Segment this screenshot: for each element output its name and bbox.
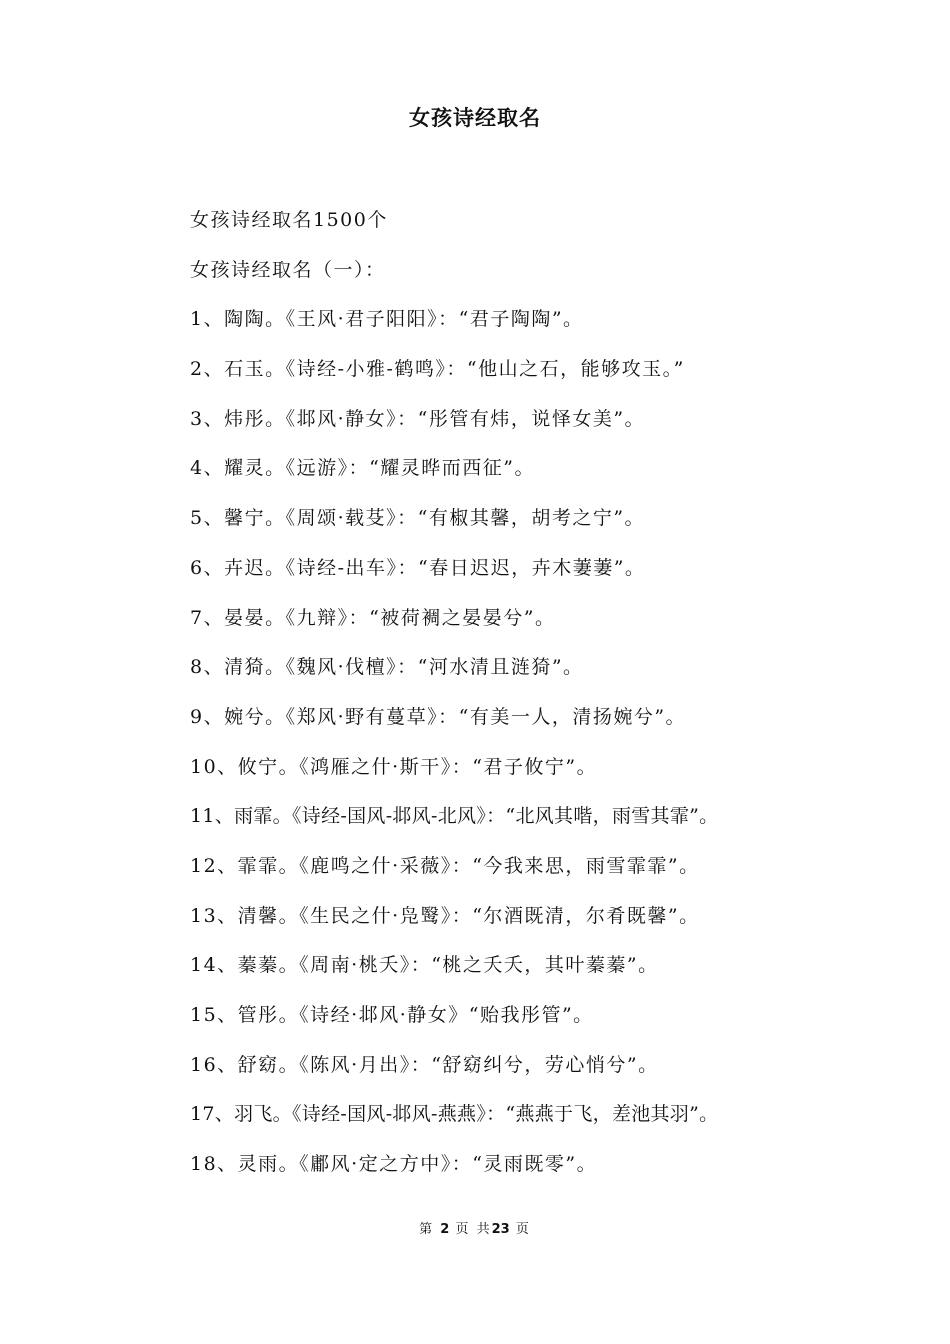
footer-suffix: 页 (515, 1222, 531, 1237)
list-item: 8、清猗。《魏风·伐檀》：“河水清且涟猗”。 (190, 656, 584, 679)
document-title: 女孩诗经取名 (409, 106, 541, 130)
list-item: 4、耀灵。《远游》：“耀灵晔而西征”。 (190, 457, 536, 480)
list-item: 14、蓁蓁。《周南·桃夭》：“桃之夭夭，其叶蓁蓁”。 (190, 954, 659, 977)
list-item: 15、管彤。《诗经·邶风·静女》“贻我彤管”。 (190, 1004, 594, 1026)
footer-prefix: 第 (419, 1222, 435, 1237)
list-item: 17、羽飞。《诗经-国风-邶风-燕燕》：“燕燕于飞，差池其羽”。 (190, 1103, 719, 1126)
list-item: 7、晏晏。《九辩》：“被荷裯之晏晏兮”。 (190, 606, 556, 629)
list-item: 3、炜彤。《邶风·静女》：“彤管有炜，说怿女美”。 (190, 407, 646, 430)
document-body (190, 205, 890, 1199)
intro-line: 女孩诗经取名1500个 (190, 209, 388, 231)
list-item: 6、卉迟。《诗经-出车》：“春日迟迟，卉木萋萋”。 (190, 556, 646, 579)
page-footer (0, 1218, 950, 1237)
section-heading: 女孩诗经取名（一）： (190, 258, 386, 281)
page-total: 23 (491, 1222, 510, 1237)
footer-middle: 页 共 (455, 1222, 492, 1237)
list-item: 13、清馨。《生民之什·凫鹥》：“尔酒既清，尔肴既馨”。 (190, 904, 700, 927)
list-item: 16、舒窈。《陈风·月出》：“舒窈纠兮，劳心悄兮”。 (190, 1053, 659, 1076)
list-item: 12、霏霏。《鹿鸣之什·采薇》：“今我来思，雨雪霏霏”。 (190, 854, 700, 877)
list-item: 2、石玉。《诗经-小雅-鹤鸣》：“他山之石，能够攻玉。” (190, 358, 685, 381)
list-item: 11、雨霏。《诗经-国风-邶风-北风》：“北风其喈，雨雪其霏”。 (190, 805, 719, 828)
list-item: 5、馨宁。《周颂·载芟》：“有椒其馨，胡考之宁”。 (190, 507, 646, 530)
list-item: 10、攸宁。《鸿雁之什·斯干》：“君子攸宁”。 (190, 755, 598, 778)
list-item: 9、婉兮。《郑风·野有蔓草》：“有美一人，清扬婉兮”。 (190, 705, 687, 728)
list-item: 1、陶陶。《王风·君子阳阳》：“君子陶陶”。 (190, 308, 584, 331)
list-item: 18、灵雨。《鄘风·定之方中》：“灵雨既零”。 (190, 1153, 598, 1176)
page-number: 2 (440, 1222, 450, 1237)
